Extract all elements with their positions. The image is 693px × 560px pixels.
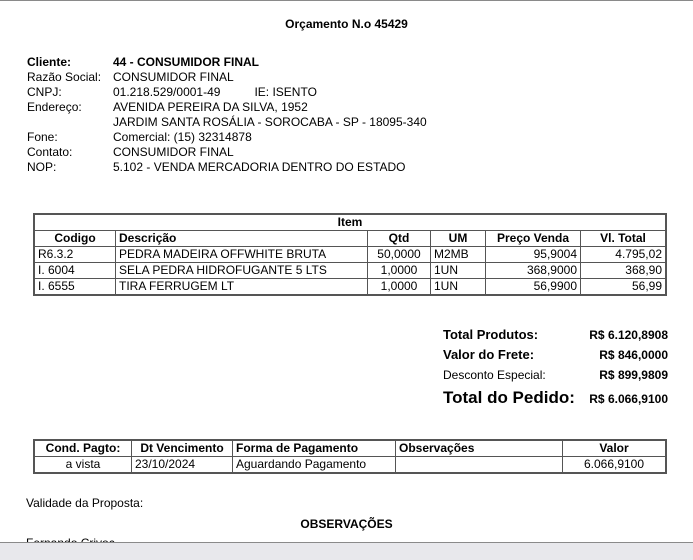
valor-frete: Valor do Frete: R$ 846,0000: [443, 347, 668, 362]
payment-header: Cond. Pagto: Dt Vencimento Forma de Pagamento Observações Valor: [34, 440, 666, 457]
ie-value: IE: ISENTO: [254, 85, 317, 99]
endereco-row: Endereço: AVENIDA PEREIRA DA SILVA, 1952: [27, 100, 308, 114]
table-row: R6.3.2 PEDRA MADEIRA OFFWHITE BRUTA 50,0000 M2MB 95,9004 4.795,02: [34, 247, 666, 263]
table-row: I. 6004 SELA PEDRA HIDROFUGANTE 5 LTS 1,0000 1UN 368,9000 368,90: [34, 263, 666, 279]
fone-row: Fone: Comercial: (15) 32314878: [27, 130, 252, 144]
items-table: [33, 213, 667, 296]
items-header: Codigo Descrição Qtd UM Preço Venda Vl. Total: [34, 231, 666, 247]
top-border: [0, 0, 693, 1]
cnpj-row: CNPJ: 01.218.529/0001-49 IE: ISENTO: [27, 85, 317, 99]
razao-social-row: Razão Social: CONSUMIDOR FINAL: [27, 70, 234, 84]
desconto-especial: Desconto Especial: R$ 899,9809: [443, 368, 668, 382]
contato-row: Contato: CONSUMIDOR FINAL: [27, 145, 234, 159]
observacoes-title: OBSERVAÇÕES: [300, 517, 393, 531]
endereco-row-2: JARDIM SANTA ROSÁLIA - SOROCABA - SP - 18095-340: [113, 115, 427, 129]
payment-table: [33, 439, 667, 474]
items-caption: Item: [34, 214, 666, 231]
validade-label: Validade da Proposta:: [26, 496, 144, 510]
total-pedido: Total do Pedido: R$ 6.066,9100: [443, 388, 668, 407]
table-row: a vista 23/10/2024 Aguardando Pagamento 6.066,9100: [34, 457, 666, 474]
document-title: Orçamento N.o 45429: [285, 17, 408, 31]
nop-row: NOP: 5.102 - VENDA MERCADORIA DENTRO DO ESTADO: [27, 160, 406, 174]
client-info: [27, 55, 427, 175]
table-row: I. 6555 TIRA FERRUGEM LT 1,0000 1UN 56,9900 56,99: [34, 279, 666, 296]
bottom-bar: [0, 542, 693, 560]
total-produtos: Total Produtos: R$ 6.120,8908: [443, 327, 668, 342]
client-row: Cliente: 44 - CONSUMIDOR FINAL: [27, 55, 260, 69]
totals-block: [443, 325, 668, 405]
